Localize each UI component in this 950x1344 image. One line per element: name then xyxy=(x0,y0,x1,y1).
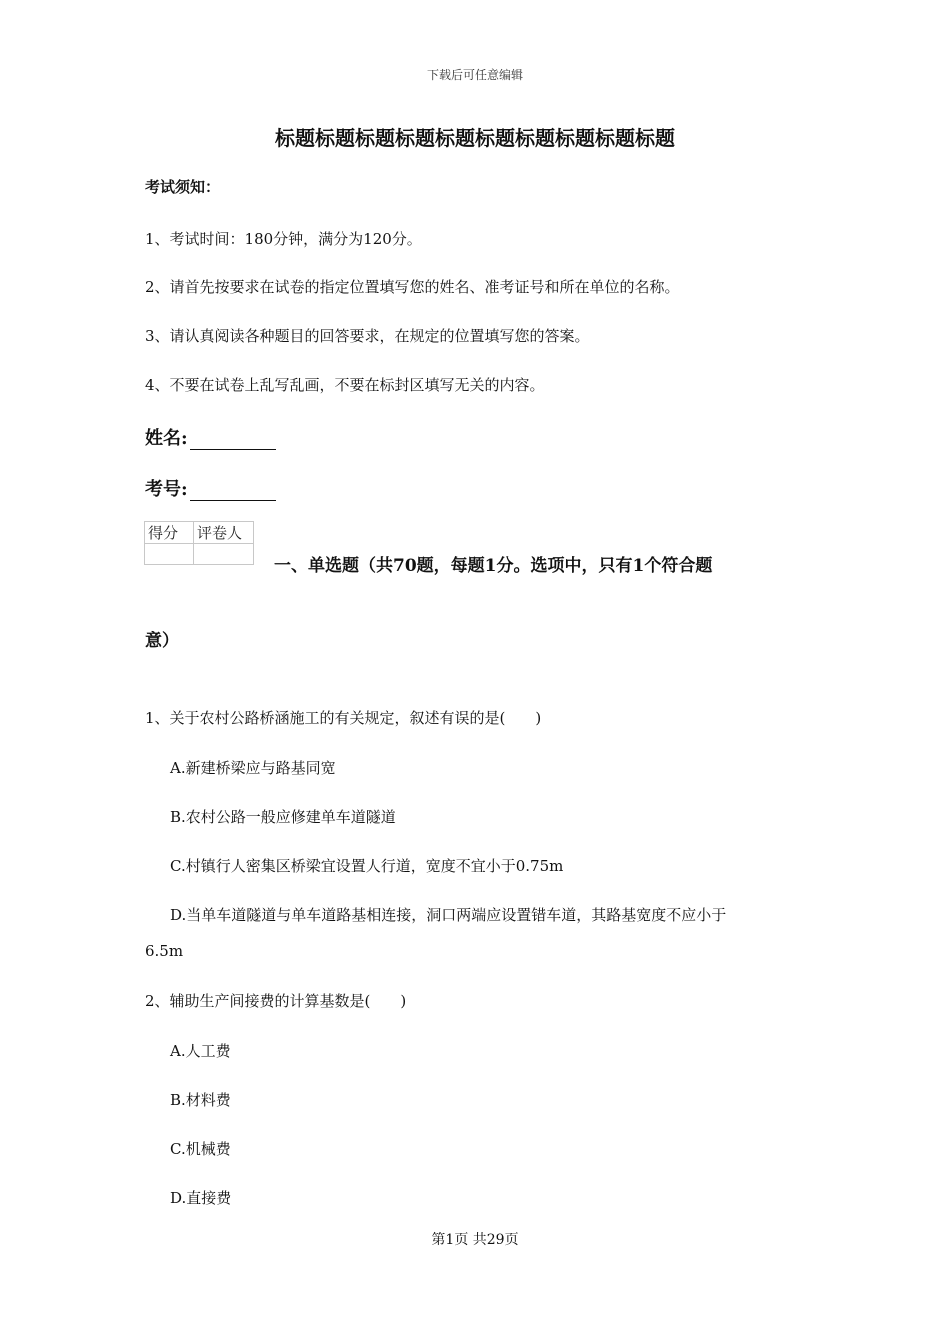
header-note: 下载后可任意编辑 xyxy=(426,68,523,82)
notice-heading: 考试须知： xyxy=(145,178,221,196)
score-header: 得分 xyxy=(145,522,194,544)
exam-id-label: 考号: xyxy=(145,479,188,500)
page-footer: 第1页 共29页 xyxy=(431,1232,519,1248)
score-cell xyxy=(145,544,194,565)
question-2-option-c: C.机械费 xyxy=(170,1140,231,1158)
notice-item: 4、不要在试卷上乱写乱画，不要在标封区填写无关的内容。 xyxy=(145,376,545,394)
question-2-option-b: B.材料费 xyxy=(170,1091,231,1109)
question-2: 2、辅助生产间接费的计算基数是( ) xyxy=(145,992,407,1010)
notice-item: 1、考试时间：180分钟，满分为120分。 xyxy=(145,230,422,248)
notice-item: 3、请认真阅读各种题目的回答要求，在规定的位置填写您的答案。 xyxy=(145,327,590,345)
exam-id-field xyxy=(145,475,276,501)
grader-header: 评卷人 xyxy=(194,522,254,544)
section-title-continued: 意） xyxy=(145,631,179,651)
question-1-option-b: B.农村公路一般应修建单车道隧道 xyxy=(170,808,396,826)
question-2-option-d: D.直接费 xyxy=(170,1189,232,1207)
question-1-option-d-continued: 6.5m xyxy=(145,942,184,960)
question-1-option-c: C.村镇行人密集区桥梁宜设置人行道，宽度不宜小于0.75m xyxy=(170,857,564,875)
score-table xyxy=(144,521,254,565)
question-1-option-a: A.新建桥梁应与路基同宽 xyxy=(170,759,336,777)
notice-item: 2、请首先按要求在试卷的指定位置填写您的姓名、准考证号和所在单位的名称。 xyxy=(145,278,680,296)
name-field xyxy=(145,424,276,450)
name-blank-line[interactable] xyxy=(190,431,276,450)
exam-id-blank-line[interactable] xyxy=(190,482,276,501)
question-1: 1、关于农村公路桥涵施工的有关规定，叙述有误的是( ) xyxy=(145,709,542,727)
document-title: 标题标题标题标题标题标题标题标题标题标题 xyxy=(275,126,675,150)
question-2-option-a: A.人工费 xyxy=(170,1042,231,1060)
name-label: 姓名: xyxy=(145,428,188,449)
grader-cell xyxy=(194,544,254,565)
question-1-option-d: D.当单车道隧道与单车道路基相连接，洞口两端应设置错车道，其路基宽度不应小于 xyxy=(170,906,727,924)
section-title: 一、单选题（共70题，每题1分。选项中，只有1个符合题 xyxy=(274,556,713,576)
